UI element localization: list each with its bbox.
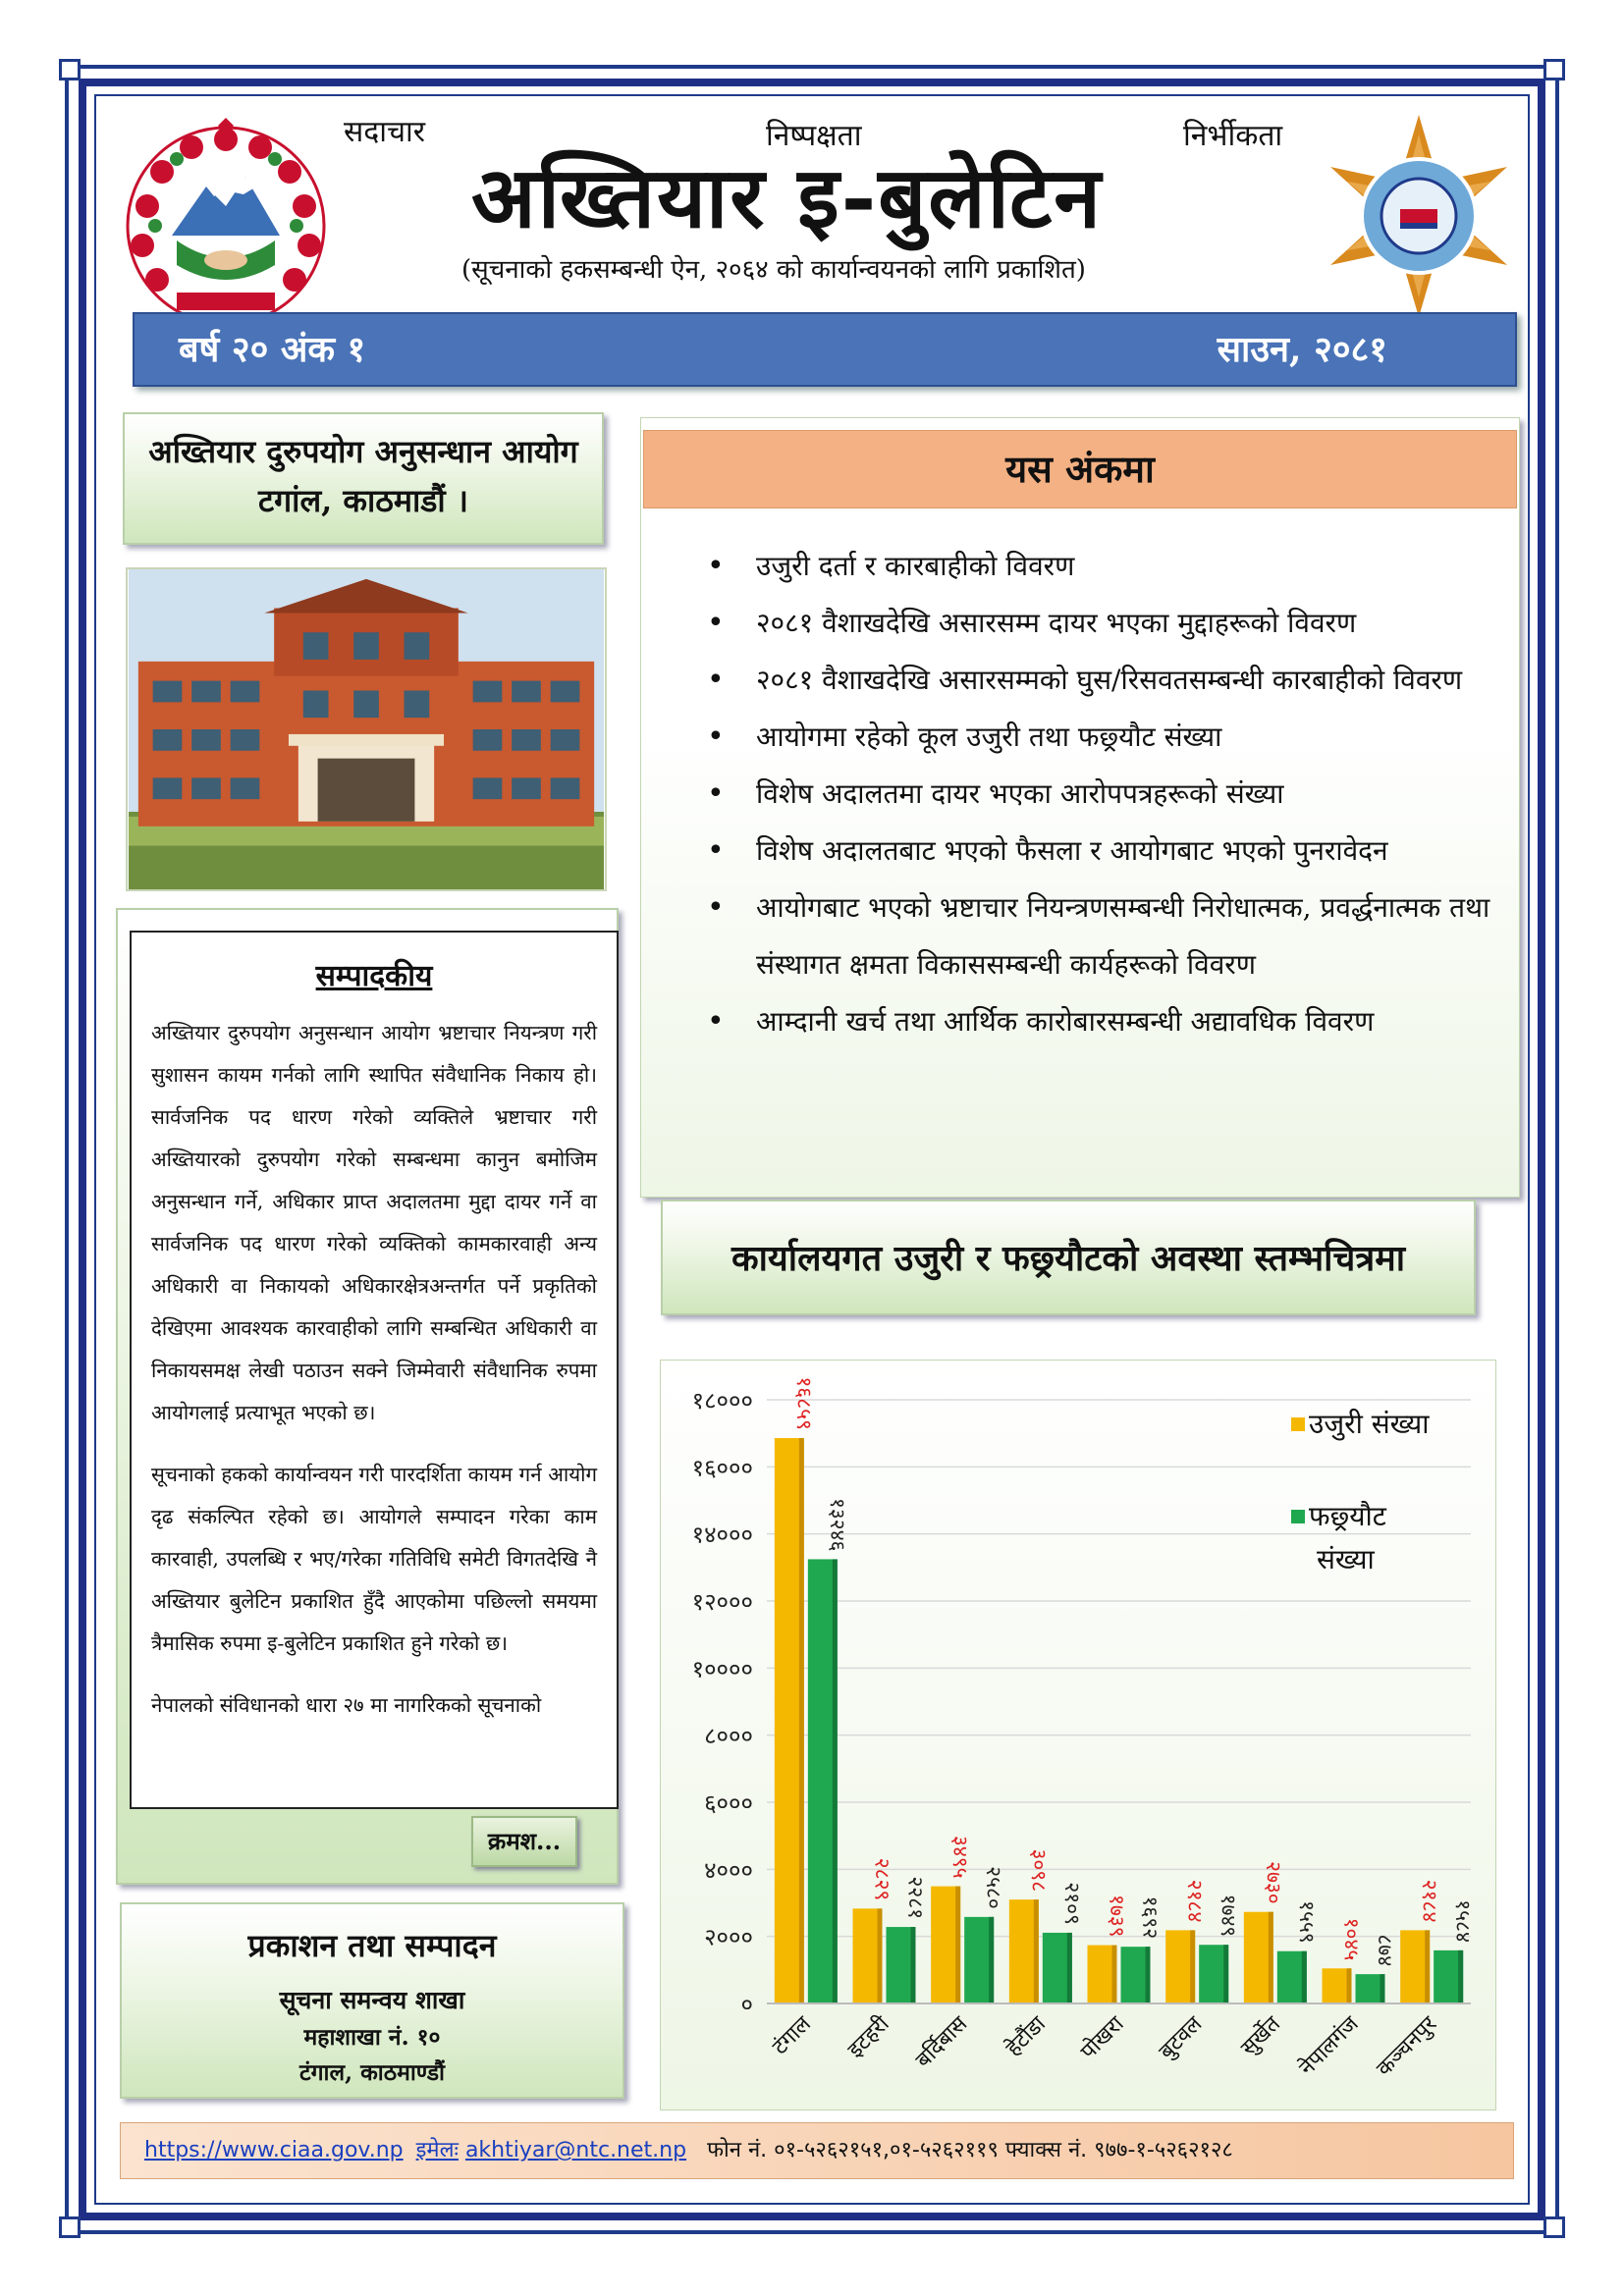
motto-left: सदाचार — [344, 115, 426, 149]
bulletin-title: अख्तियार इ-बुलेटिन — [471, 148, 1104, 247]
bar-shade — [911, 1927, 916, 2003]
editorial-box — [130, 931, 619, 1809]
y-tick-label: ८००० — [704, 1722, 753, 1750]
bar-shade — [989, 1917, 994, 2003]
data-label: १३२४६ — [825, 1497, 849, 1552]
corner-ornament — [1543, 59, 1565, 80]
bar-shade — [1269, 1912, 1273, 2003]
website-link[interactable]: https://www.ciaa.gov.np — [144, 2138, 404, 2163]
data-label: १५५९ — [1294, 1900, 1319, 1944]
chart-title-box — [661, 1200, 1476, 1315]
bar-shade — [1458, 1950, 1463, 2003]
bar-shade — [799, 1438, 804, 2003]
toc-item: • विशेष अदालतमा दायर भएका आरोपपत्रहरूको संख्या — [707, 766, 1512, 823]
data-label: २२८१ — [903, 1876, 928, 1920]
toc-item: • आम्दानी खर्च तथा आर्थिक कारोबारसम्बन्धी अद्यावधिक विवरण — [707, 993, 1512, 1050]
legend-settled-2: संख्या — [1317, 1543, 1375, 1575]
y-tick-label: ४००० — [704, 1856, 753, 1885]
organization-name: अख्तियार दुरुपयोग अनुसन्धान आयोग — [148, 433, 578, 470]
corner-ornament — [59, 2216, 81, 2238]
organization-address: टगांल, काठमाडौं । — [258, 482, 468, 519]
toc-item: • उजुरी दर्ता र कारबाहीको विवरण — [707, 538, 1512, 595]
y-tick-label: २००० — [704, 1923, 753, 1951]
data-label: २५८० — [982, 1866, 1006, 1909]
publication-box — [120, 1902, 624, 2099]
bar-shade — [1067, 1933, 1072, 2003]
x-tick-label: नेपालगंज — [1294, 2011, 1364, 2081]
publication-section: सूचना समन्वय शाखा — [279, 1986, 465, 2014]
data-label: २८२९ — [870, 1857, 894, 1901]
office-building-photo — [126, 567, 607, 891]
bar-shade — [878, 1908, 883, 2003]
bar-shade — [1302, 1951, 1307, 2003]
data-label: २१८४ — [1183, 1879, 1208, 1923]
x-tick-label: टंगाल — [768, 2011, 817, 2060]
x-tick-label: इटहरी — [842, 2011, 894, 2063]
data-label: २१०९ — [1059, 1882, 1084, 1925]
chart-title: कार्यालयगत उजुरी र फछ्र्यौटको अवस्था स्तम्भचित्रमा — [731, 1238, 1406, 1279]
nepal-emblem-icon — [118, 118, 334, 329]
motto-right: निर्भीकता — [1183, 119, 1283, 153]
toc-item: • विशेष अदालतबाट भएको फैसला र आयोगबाट भएको पुनरावेदन — [707, 823, 1512, 880]
ciaa-logo-icon — [1316, 113, 1522, 319]
editorial-paragraph: नेपालको संविधानको धारा २७ मा नागरिकको सूचनाको — [151, 1693, 542, 1717]
x-tick-label: बुटवल — [1154, 2011, 1208, 2065]
bar-shade — [1425, 1930, 1430, 2003]
email-link[interactable]: akhtiyar@ntc.net.np — [464, 2138, 687, 2163]
bar-shade — [833, 1559, 838, 2003]
legend-settled: फछ्र्यौट — [1309, 1500, 1386, 1532]
toc-item: • २०८१ वैशाखदेखि असारसम्म दायर भएका मुद्दाहरूको विवरण — [707, 595, 1512, 652]
data-label: १७४९ — [1217, 1894, 1241, 1938]
bar-shade — [1380, 1974, 1385, 2003]
y-tick-label: १८००० — [691, 1387, 753, 1415]
corner-ornament — [1543, 2216, 1565, 2238]
publication-division: महाशाखा नं. १० — [303, 2024, 441, 2051]
x-tick-label: हेटौंडा — [1001, 2011, 1052, 2061]
legend-swatch-settled — [1291, 1510, 1305, 1523]
legend-swatch-complaints — [1291, 1417, 1305, 1431]
issue-date: साउन, २०८१ — [1217, 329, 1387, 370]
editorial-heading: सम्पादकीय — [315, 959, 433, 993]
y-tick-label: १२००० — [691, 1588, 753, 1616]
toc-item: • २०८१ वैशाखदेखि असारसम्मको घुस/रिसवतसम्बन्धी कारबाहीको विवरण — [707, 652, 1512, 709]
chart-panel — [660, 1360, 1496, 2110]
y-tick-label: १६००० — [691, 1454, 753, 1482]
bar-chart — [661, 1361, 1497, 2111]
contact-numbers: फोन नं. ०१-५२६२१५१,०१-५२६२११९ फ्याक्स नं. ९७७-१-५२६२१२८ — [707, 2138, 1233, 2163]
toc-item: • आयोगबाट भएको भ्रष्टाचार नियन्त्रणसम्बन्धी निरोधात्मक, प्रवर्द्धनात्मक तथा संस्थागत क्षमता विकाससम्बन्धी कार्यहरूको विवरण — [707, 880, 1512, 993]
continued-button[interactable]: क्रमश... — [471, 1816, 577, 1867]
y-tick-label: ६००० — [704, 1789, 753, 1817]
toc-item: • आयोगमा रहेको कूल उजुरी तथा फछ्र्यौट संख्या — [707, 709, 1512, 766]
issue-volume: बर्ष २० अंक १ — [179, 329, 366, 370]
issue-bar — [133, 312, 1517, 387]
data-label: १७३९ — [1105, 1894, 1129, 1938]
bar-shade — [955, 1887, 960, 2003]
bar-shade — [1223, 1945, 1228, 2003]
legend-complaints: उजुरी संख्या — [1309, 1408, 1430, 1440]
corner-ornament — [59, 59, 81, 80]
editorial-paragraph: सूचनाको हकको कार्यान्वयन गरी पारदर्शिता कायम गर्न आयोग दृढ संकल्पित रहेको छ। आयोगले सम्पादन गरेका काम कारवाही, उपलब्धि र भए/गरेका गतिविधि समेटी विगतदेखि नै अख्तियार बुलेटिन प्रकाशित हुँदै आएकोमा पछिल्लो समयमा त्रैमासिक रुपमा इ-बुलेटिन प्रकाशित हुने गरेको छ। — [151, 1463, 597, 1655]
x-tick-label: बर्दिबास — [911, 2011, 973, 2073]
data-label: ३४९५ — [948, 1835, 973, 1879]
data-label: १५८४ — [1451, 1899, 1476, 1943]
bar-shade — [1146, 1947, 1151, 2003]
organization-box — [123, 412, 604, 545]
data-label: २१८४ — [1418, 1879, 1442, 1923]
y-tick-label: १४००० — [691, 1521, 753, 1549]
publication-address: टंगाल, काठमाण्डौं — [299, 2059, 445, 2086]
email-label: इमेलः — [415, 2138, 459, 2163]
data-label: २७३० — [1261, 1861, 1285, 1904]
x-tick-label: कञ्चनपुर — [1372, 2011, 1442, 2082]
bar-shade — [1347, 1968, 1352, 2003]
publication-title: प्रकाशन तथा सम्पादन — [247, 1927, 497, 1964]
data-label: १०४५ — [1339, 1917, 1364, 1961]
data-label: १६९२ — [1138, 1896, 1163, 1940]
x-tick-label: पोखरा — [1076, 2011, 1129, 2065]
data-label: १६८५९ — [791, 1376, 816, 1430]
editorial-paragraph: अख्तियार दुरुपयोग अनुसन्धान आयोग भ्रष्टाचार नियन्त्रण गरी सुशासन कायम गर्नको लागि स्थापित संवैधानिक निकाय हो। सार्वजनिक पद धारण गरेको व्यक्तिले भ्रष्टाचार गरी अख्तियारको दुरुपयोग गरेको सम्बन्धमा कानुन बमोजिम अनुसन्धान गर्ने, अधिकार प्राप्त अदालतमा मुद्दा दायर गर्ने वा सार्वजनिक पद धारण गरेको व्यक्तिको कामकारवाही अन्य अधिकारी वा निकायको अधिकारक्षेत्रअन्तर्गत पर्ने प्रकृतिको देखिएमा आवश्यक कारवाहीको लागि सम्बन्धित अधिकारी वा निकायसमक्ष लेखी पठाउन सक्ने जिम्मेवारी संवैधानिक रुपमा आयोगलाई प्रत्याभूत भएको छ। — [151, 1021, 597, 1424]
toc-list — [707, 538, 1512, 1050]
data-label: ३०९८ — [1026, 1848, 1051, 1893]
toc-heading: यस अंकमा — [643, 430, 1517, 508]
bulletin-subtitle: (सूचनाको हकसम्बन्धी ऐन, २०६४ को कार्यान्वयनको लागि प्रकाशित) — [461, 255, 1086, 285]
bar-shade — [1190, 1930, 1195, 2003]
data-label: ८७४ — [1373, 1934, 1397, 1967]
y-tick-label: १०००० — [691, 1655, 753, 1683]
motto-center: निष्पक्षता — [766, 119, 862, 153]
bar-shade — [1112, 1946, 1117, 2003]
x-tick-label: सुर्खेत — [1236, 2011, 1286, 2061]
bar-shade — [1034, 1899, 1039, 2003]
contact-footer — [120, 2122, 1514, 2179]
y-tick-label: ० — [740, 1991, 753, 2018]
